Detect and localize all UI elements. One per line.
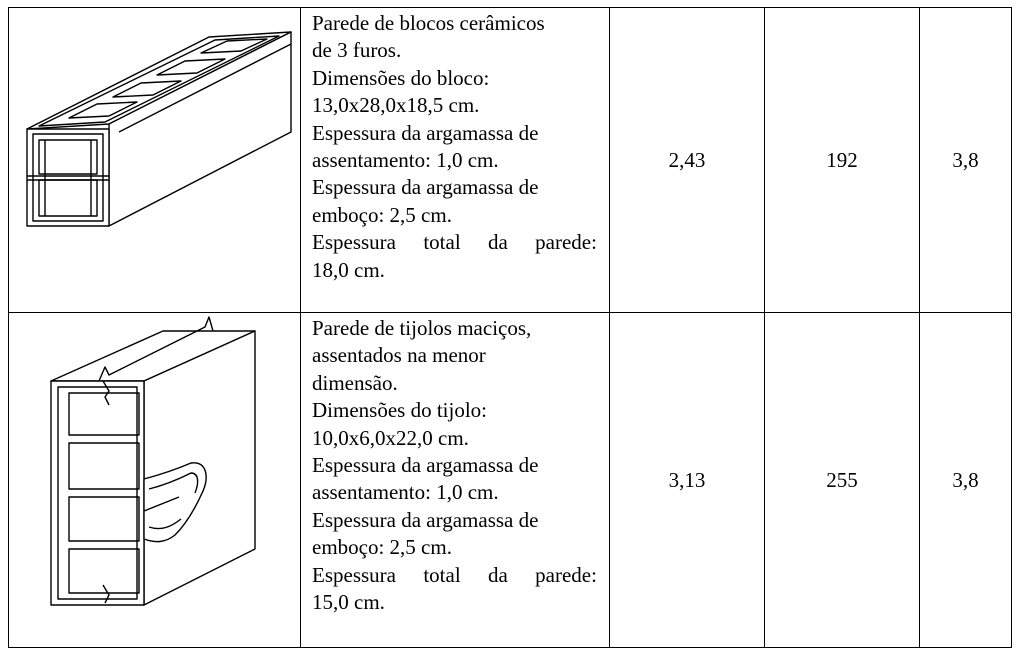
- table-row: [9, 8, 1012, 313]
- description-line: Espessura da argamassa de: [312, 507, 539, 532]
- description-line: emboço: 2,5 cm.: [312, 535, 452, 560]
- description-line: de 3 furos.: [312, 38, 402, 63]
- description-line: Parede de tijolos maciços,: [312, 316, 532, 340]
- ceramic-block-wall-drawing: [9, 8, 300, 312]
- value-cell-3: 3,8: [920, 8, 1012, 313]
- description-line: 13,0x28,0x18,5 cm.: [312, 93, 480, 118]
- value-cell-2: 255: [765, 313, 920, 648]
- table-row: [9, 313, 1012, 648]
- total-thickness-label: Espessura total da parede:: [312, 562, 597, 587]
- description-line: Espessura da argamassa de: [312, 175, 539, 200]
- description-line: assentamento: 1,0 cm.: [312, 480, 499, 505]
- description-line: assentados na menor: [312, 343, 486, 368]
- solid-brick-wall-drawing: [9, 313, 300, 647]
- value-cell-1: 2,43: [610, 8, 765, 313]
- value-cell-3: 3,8: [920, 313, 1012, 648]
- description-line: dimensão.: [312, 370, 398, 395]
- wall-properties-table: [8, 7, 1012, 648]
- value-cell-1: 3,13: [610, 313, 765, 648]
- figure-cell: [9, 8, 301, 313]
- description-line: Parede de blocos cerâmicos: [312, 11, 545, 35]
- description-cell: [301, 313, 610, 648]
- figure-cell: [9, 313, 301, 648]
- description-cell: [301, 8, 610, 313]
- total-thickness-value: 18,0 cm.: [312, 257, 385, 282]
- total-thickness-label: Espessura total da parede:: [312, 230, 597, 255]
- total-thickness-value: 15,0 cm.: [312, 590, 385, 615]
- description-line: emboço: 2,5 cm.: [312, 202, 452, 227]
- description-line: Dimensões do tijolo:: [312, 398, 487, 423]
- description-line: assentamento: 1,0 cm.: [312, 148, 499, 173]
- description-line: 10,0x6,0x22,0 cm.: [312, 425, 469, 450]
- description-line: Dimensões do bloco:: [312, 65, 490, 90]
- description-line: Espessura da argamassa de: [312, 120, 539, 145]
- description-line: Espessura da argamassa de: [312, 453, 539, 478]
- value-cell-2: 192: [765, 8, 920, 313]
